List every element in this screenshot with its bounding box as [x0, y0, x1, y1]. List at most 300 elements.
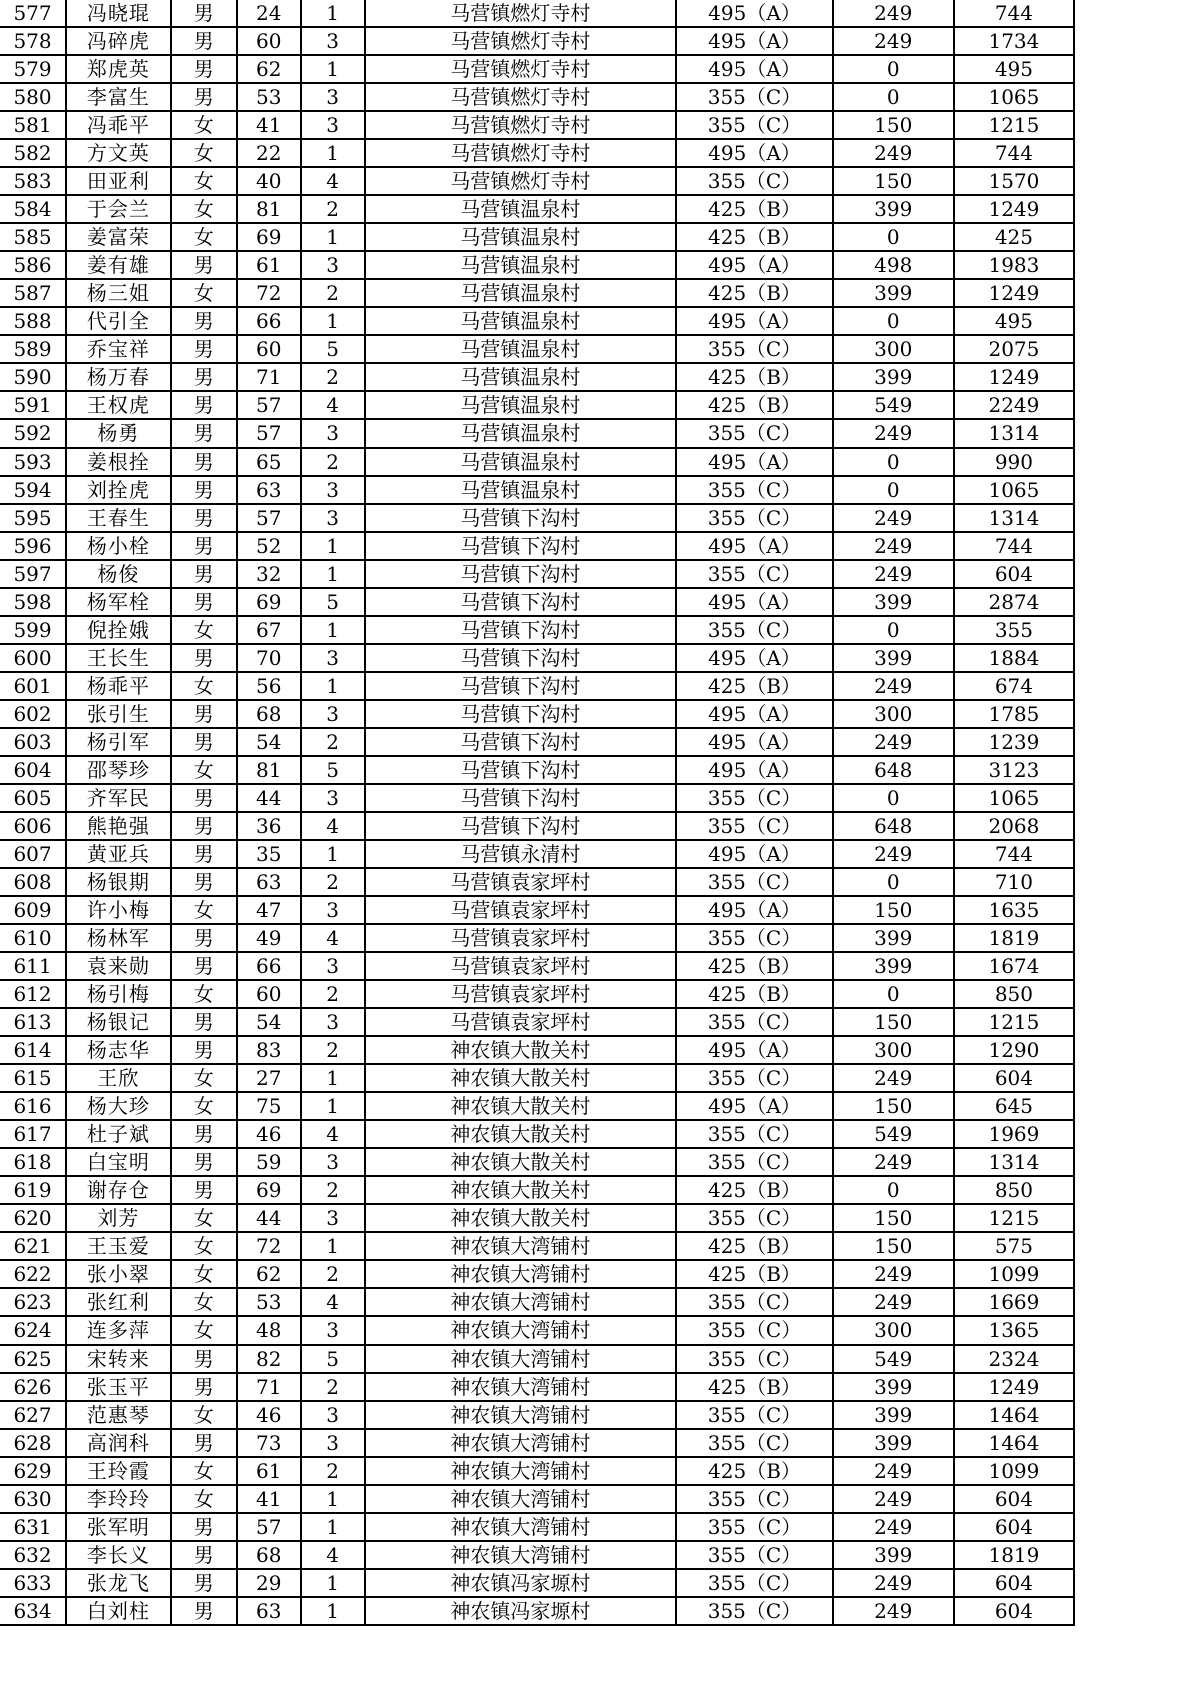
- age-cell: 56: [237, 672, 301, 700]
- subsidy-cell: 399: [833, 1541, 954, 1569]
- village-cell: 马营镇燃灯寺村: [365, 27, 677, 55]
- gender-cell: 男: [171, 868, 237, 896]
- total-cell: 1464: [954, 1429, 1074, 1457]
- household-size-cell: 3: [301, 251, 365, 279]
- table-row: [0, 83, 1074, 111]
- household-size-cell: 4: [301, 812, 365, 840]
- row-number-cell: 627: [0, 1401, 66, 1429]
- total-cell: 1983: [954, 251, 1074, 279]
- subsidy-cell: 150: [833, 111, 954, 139]
- village-cell: 马营镇温泉村: [365, 476, 677, 504]
- gender-cell: 男: [171, 1120, 237, 1148]
- standard-cell: 355（C）: [676, 1064, 832, 1092]
- village-cell: 马营镇袁家坪村: [365, 868, 677, 896]
- name-cell: 王玲霞: [66, 1457, 171, 1485]
- subsidy-cell: 399: [833, 924, 954, 952]
- household-size-cell: 3: [301, 952, 365, 980]
- age-cell: 46: [237, 1120, 301, 1148]
- name-cell: 田亚利: [66, 167, 171, 195]
- age-cell: 60: [237, 980, 301, 1008]
- row-number-cell: 583: [0, 167, 66, 195]
- village-cell: 马营镇下沟村: [365, 560, 677, 588]
- total-cell: 2075: [954, 335, 1074, 363]
- standard-cell: 355（C）: [676, 1485, 832, 1513]
- standard-cell: 355（C）: [676, 111, 832, 139]
- name-cell: 连多萍: [66, 1316, 171, 1344]
- table-row: [0, 700, 1074, 728]
- age-cell: 54: [237, 728, 301, 756]
- subsidy-cell: 150: [833, 896, 954, 924]
- age-cell: 59: [237, 1148, 301, 1176]
- household-size-cell: 4: [301, 1288, 365, 1316]
- gender-cell: 女: [171, 616, 237, 644]
- age-cell: 82: [237, 1345, 301, 1373]
- village-cell: 神农镇冯家塬村: [365, 1569, 677, 1597]
- village-cell: 马营镇温泉村: [365, 307, 677, 335]
- standard-cell: 355（C）: [676, 1148, 832, 1176]
- standard-cell: 425（B）: [676, 952, 832, 980]
- row-number-cell: 589: [0, 335, 66, 363]
- name-cell: 冯晓琨: [66, 0, 171, 27]
- total-cell: 1249: [954, 1373, 1074, 1401]
- total-cell: 1884: [954, 644, 1074, 672]
- household-size-cell: 3: [301, 83, 365, 111]
- standard-cell: 495（A）: [676, 840, 832, 868]
- table-row: [0, 363, 1074, 391]
- table-row: [0, 616, 1074, 644]
- name-cell: 杨万春: [66, 363, 171, 391]
- total-cell: 1065: [954, 784, 1074, 812]
- total-cell: 1674: [954, 952, 1074, 980]
- total-cell: 850: [954, 980, 1074, 1008]
- row-number-cell: 597: [0, 560, 66, 588]
- row-number-cell: 612: [0, 980, 66, 1008]
- household-size-cell: 1: [301, 0, 365, 27]
- standard-cell: 355（C）: [676, 1401, 832, 1429]
- household-size-cell: 2: [301, 1457, 365, 1485]
- household-size-cell: 1: [301, 672, 365, 700]
- village-cell: 神农镇大湾铺村: [365, 1316, 677, 1344]
- standard-cell: 355（C）: [676, 504, 832, 532]
- household-size-cell: 3: [301, 644, 365, 672]
- household-size-cell: 3: [301, 1148, 365, 1176]
- gender-cell: 男: [171, 1429, 237, 1457]
- village-cell: 神农镇大散关村: [365, 1064, 677, 1092]
- gender-cell: 女: [171, 756, 237, 784]
- total-cell: 1969: [954, 1120, 1074, 1148]
- row-number-cell: 605: [0, 784, 66, 812]
- standard-cell: 355（C）: [676, 1345, 832, 1373]
- standard-cell: 355（C）: [676, 812, 832, 840]
- table-row: [0, 195, 1074, 223]
- household-size-cell: 5: [301, 756, 365, 784]
- name-cell: 李富生: [66, 83, 171, 111]
- gender-cell: 男: [171, 448, 237, 476]
- standard-cell: 495（A）: [676, 27, 832, 55]
- name-cell: 张龙飞: [66, 1569, 171, 1597]
- age-cell: 71: [237, 363, 301, 391]
- standard-cell: 355（C）: [676, 1008, 832, 1036]
- subsidy-cell: 0: [833, 307, 954, 335]
- table-row: [0, 756, 1074, 784]
- row-number-cell: 582: [0, 139, 66, 167]
- village-cell: 马营镇下沟村: [365, 728, 677, 756]
- name-cell: 冯碎虎: [66, 27, 171, 55]
- village-cell: 马营镇燃灯寺村: [365, 139, 677, 167]
- age-cell: 35: [237, 840, 301, 868]
- age-cell: 41: [237, 1485, 301, 1513]
- total-cell: 575: [954, 1232, 1074, 1260]
- village-cell: 马营镇下沟村: [365, 616, 677, 644]
- standard-cell: 495（A）: [676, 756, 832, 784]
- village-cell: 神农镇大散关村: [365, 1204, 677, 1232]
- age-cell: 57: [237, 391, 301, 419]
- name-cell: 乔宝祥: [66, 335, 171, 363]
- total-cell: 1365: [954, 1316, 1074, 1344]
- age-cell: 75: [237, 1092, 301, 1120]
- table-row: [0, 504, 1074, 532]
- village-cell: 神农镇大湾铺村: [365, 1373, 677, 1401]
- gender-cell: 女: [171, 1485, 237, 1513]
- row-number-cell: 625: [0, 1345, 66, 1373]
- total-cell: 1819: [954, 924, 1074, 952]
- subsidy-cell: 0: [833, 83, 954, 111]
- standard-cell: 425（B）: [676, 1232, 832, 1260]
- total-cell: 990: [954, 448, 1074, 476]
- total-cell: 2068: [954, 812, 1074, 840]
- age-cell: 60: [237, 335, 301, 363]
- row-number-cell: 585: [0, 223, 66, 251]
- household-size-cell: 3: [301, 700, 365, 728]
- standard-cell: 355（C）: [676, 335, 832, 363]
- gender-cell: 女: [171, 223, 237, 251]
- table-row: [0, 1429, 1074, 1457]
- gender-cell: 女: [171, 980, 237, 1008]
- village-cell: 马营镇燃灯寺村: [365, 111, 677, 139]
- row-number-cell: 633: [0, 1569, 66, 1597]
- gender-cell: 男: [171, 0, 237, 27]
- standard-cell: 425（B）: [676, 1260, 832, 1288]
- household-size-cell: 3: [301, 111, 365, 139]
- subsidy-cell: 399: [833, 644, 954, 672]
- age-cell: 69: [237, 588, 301, 616]
- total-cell: 495: [954, 307, 1074, 335]
- gender-cell: 女: [171, 896, 237, 924]
- subsidy-cell: 0: [833, 1176, 954, 1204]
- table-row: [0, 952, 1074, 980]
- gender-cell: 男: [171, 1008, 237, 1036]
- table-row: [0, 27, 1074, 55]
- total-cell: 645: [954, 1092, 1074, 1120]
- row-number-cell: 623: [0, 1288, 66, 1316]
- age-cell: 32: [237, 560, 301, 588]
- village-cell: 神农镇大散关村: [365, 1120, 677, 1148]
- subsidy-cell: 0: [833, 616, 954, 644]
- standard-cell: 355（C）: [676, 1541, 832, 1569]
- row-number-cell: 602: [0, 700, 66, 728]
- total-cell: 1314: [954, 419, 1074, 447]
- subsidy-cell: 399: [833, 279, 954, 307]
- total-cell: 1819: [954, 1541, 1074, 1569]
- household-size-cell: 1: [301, 1485, 365, 1513]
- standard-cell: 495（A）: [676, 700, 832, 728]
- age-cell: 52: [237, 532, 301, 560]
- total-cell: 744: [954, 840, 1074, 868]
- subsidy-cell: 249: [833, 419, 954, 447]
- name-cell: 高润科: [66, 1429, 171, 1457]
- subsidy-cell: 150: [833, 1008, 954, 1036]
- household-size-cell: 4: [301, 924, 365, 952]
- gender-cell: 女: [171, 111, 237, 139]
- table-row: [0, 784, 1074, 812]
- gender-cell: 男: [171, 840, 237, 868]
- table-row: [0, 1036, 1074, 1064]
- household-size-cell: 2: [301, 1373, 365, 1401]
- village-cell: 马营镇温泉村: [365, 279, 677, 307]
- gender-cell: 男: [171, 1148, 237, 1176]
- gender-cell: 女: [171, 1260, 237, 1288]
- standard-cell: 495（A）: [676, 896, 832, 924]
- gender-cell: 男: [171, 419, 237, 447]
- subsidy-cell: 249: [833, 1260, 954, 1288]
- standard-cell: 495（A）: [676, 448, 832, 476]
- subsidy-cell: 399: [833, 1429, 954, 1457]
- row-number-cell: 598: [0, 588, 66, 616]
- name-cell: 代引全: [66, 307, 171, 335]
- village-cell: 马营镇燃灯寺村: [365, 167, 677, 195]
- table-row: [0, 1457, 1074, 1485]
- household-size-cell: 2: [301, 728, 365, 756]
- total-cell: 604: [954, 1064, 1074, 1092]
- age-cell: 54: [237, 1008, 301, 1036]
- village-cell: 马营镇温泉村: [365, 448, 677, 476]
- household-size-cell: 1: [301, 223, 365, 251]
- total-cell: 1249: [954, 195, 1074, 223]
- household-size-cell: 3: [301, 896, 365, 924]
- standard-cell: 425（B）: [676, 980, 832, 1008]
- row-number-cell: 622: [0, 1260, 66, 1288]
- table-row: [0, 1204, 1074, 1232]
- name-cell: 方文英: [66, 139, 171, 167]
- standard-cell: 355（C）: [676, 1513, 832, 1541]
- table-row: [0, 251, 1074, 279]
- row-number-cell: 592: [0, 419, 66, 447]
- gender-cell: 男: [171, 700, 237, 728]
- total-cell: 604: [954, 1569, 1074, 1597]
- subsidy-cell: 249: [833, 532, 954, 560]
- age-cell: 71: [237, 1373, 301, 1401]
- gender-cell: 女: [171, 1232, 237, 1260]
- table-row: [0, 532, 1074, 560]
- standard-cell: 425（B）: [676, 223, 832, 251]
- standard-cell: 495（A）: [676, 532, 832, 560]
- row-number-cell: 578: [0, 27, 66, 55]
- age-cell: 81: [237, 756, 301, 784]
- household-size-cell: 2: [301, 868, 365, 896]
- table-row: [0, 728, 1074, 756]
- village-cell: 神农镇大湾铺村: [365, 1260, 677, 1288]
- village-cell: 神农镇大湾铺村: [365, 1513, 677, 1541]
- row-number-cell: 593: [0, 448, 66, 476]
- age-cell: 63: [237, 476, 301, 504]
- standard-cell: 355（C）: [676, 1569, 832, 1597]
- household-size-cell: 3: [301, 27, 365, 55]
- standard-cell: 425（B）: [676, 1176, 832, 1204]
- total-cell: 744: [954, 0, 1074, 27]
- village-cell: 马营镇下沟村: [365, 812, 677, 840]
- table-row: [0, 0, 1074, 27]
- row-number-cell: 614: [0, 1036, 66, 1064]
- name-cell: 熊艳强: [66, 812, 171, 840]
- name-cell: 白宝明: [66, 1148, 171, 1176]
- standard-cell: 425（B）: [676, 1373, 832, 1401]
- village-cell: 神农镇大湾铺村: [365, 1232, 677, 1260]
- subsidy-cell: 249: [833, 0, 954, 27]
- gender-cell: 男: [171, 1373, 237, 1401]
- age-cell: 62: [237, 55, 301, 83]
- household-size-cell: 2: [301, 279, 365, 307]
- total-cell: 1669: [954, 1288, 1074, 1316]
- standard-cell: 495（A）: [676, 0, 832, 27]
- name-cell: 王欣: [66, 1064, 171, 1092]
- standard-cell: 425（B）: [676, 279, 832, 307]
- household-size-cell: 3: [301, 1429, 365, 1457]
- total-cell: 1314: [954, 1148, 1074, 1176]
- name-cell: 张红利: [66, 1288, 171, 1316]
- table-row: [0, 896, 1074, 924]
- age-cell: 68: [237, 700, 301, 728]
- household-size-cell: 1: [301, 560, 365, 588]
- name-cell: 王权虎: [66, 391, 171, 419]
- gender-cell: 女: [171, 139, 237, 167]
- household-size-cell: 1: [301, 55, 365, 83]
- subsidy-cell: 399: [833, 952, 954, 980]
- name-cell: 倪拴娥: [66, 616, 171, 644]
- table-row: [0, 1064, 1074, 1092]
- row-number-cell: 629: [0, 1457, 66, 1485]
- subsidy-cell: 0: [833, 868, 954, 896]
- standard-cell: 495（A）: [676, 644, 832, 672]
- age-cell: 69: [237, 223, 301, 251]
- gender-cell: 女: [171, 1204, 237, 1232]
- name-cell: 杜子斌: [66, 1120, 171, 1148]
- standard-cell: 425（B）: [676, 195, 832, 223]
- row-number-cell: 606: [0, 812, 66, 840]
- household-size-cell: 2: [301, 980, 365, 1008]
- row-number-cell: 591: [0, 391, 66, 419]
- age-cell: 57: [237, 419, 301, 447]
- subsidy-cell: 399: [833, 195, 954, 223]
- table-row: [0, 335, 1074, 363]
- row-number-cell: 619: [0, 1176, 66, 1204]
- table-row: [0, 1260, 1074, 1288]
- standard-cell: 425（B）: [676, 1457, 832, 1485]
- standard-cell: 355（C）: [676, 1316, 832, 1344]
- total-cell: 604: [954, 1485, 1074, 1513]
- total-cell: 1464: [954, 1401, 1074, 1429]
- age-cell: 65: [237, 448, 301, 476]
- standard-cell: 355（C）: [676, 1288, 832, 1316]
- name-cell: 杨乖平: [66, 672, 171, 700]
- standard-cell: 425（B）: [676, 391, 832, 419]
- table-row: [0, 1513, 1074, 1541]
- household-size-cell: 1: [301, 307, 365, 335]
- age-cell: 61: [237, 251, 301, 279]
- age-cell: 57: [237, 1513, 301, 1541]
- age-cell: 22: [237, 139, 301, 167]
- row-number-cell: 617: [0, 1120, 66, 1148]
- village-cell: 马营镇下沟村: [365, 672, 677, 700]
- row-number-cell: 579: [0, 55, 66, 83]
- village-cell: 马营镇下沟村: [365, 700, 677, 728]
- subsidy-cell: 249: [833, 1597, 954, 1625]
- village-cell: 神农镇大湾铺村: [365, 1485, 677, 1513]
- age-cell: 61: [237, 1457, 301, 1485]
- table-row: [0, 644, 1074, 672]
- subsidy-cell: 399: [833, 1401, 954, 1429]
- gender-cell: 男: [171, 952, 237, 980]
- gender-cell: 男: [171, 532, 237, 560]
- household-size-cell: 1: [301, 1513, 365, 1541]
- gender-cell: 女: [171, 195, 237, 223]
- total-cell: 1785: [954, 700, 1074, 728]
- household-size-cell: 3: [301, 476, 365, 504]
- village-cell: 马营镇下沟村: [365, 588, 677, 616]
- gender-cell: 男: [171, 307, 237, 335]
- row-number-cell: 580: [0, 83, 66, 111]
- village-cell: 马营镇燃灯寺村: [365, 0, 677, 27]
- row-number-cell: 594: [0, 476, 66, 504]
- row-number-cell: 577: [0, 0, 66, 27]
- total-cell: 1249: [954, 279, 1074, 307]
- age-cell: 69: [237, 1176, 301, 1204]
- gender-cell: 男: [171, 728, 237, 756]
- subsidy-cell: 249: [833, 504, 954, 532]
- standard-cell: 355（C）: [676, 1120, 832, 1148]
- subsidy-cell: 249: [833, 1513, 954, 1541]
- row-number-cell: 618: [0, 1148, 66, 1176]
- age-cell: 41: [237, 111, 301, 139]
- table-row: [0, 1485, 1074, 1513]
- gender-cell: 男: [171, 55, 237, 83]
- table-row: [0, 1316, 1074, 1344]
- name-cell: 谢存仓: [66, 1176, 171, 1204]
- subsidy-cell: 249: [833, 27, 954, 55]
- household-size-cell: 5: [301, 1345, 365, 1373]
- age-cell: 40: [237, 167, 301, 195]
- name-cell: 杨林军: [66, 924, 171, 952]
- name-cell: 黄亚兵: [66, 840, 171, 868]
- age-cell: 63: [237, 1597, 301, 1625]
- row-number-cell: 608: [0, 868, 66, 896]
- total-cell: 495: [954, 55, 1074, 83]
- age-cell: 63: [237, 868, 301, 896]
- subsidy-cell: 249: [833, 840, 954, 868]
- subsidy-cell: 0: [833, 223, 954, 251]
- table-row: [0, 812, 1074, 840]
- subsidy-cell: 300: [833, 1316, 954, 1344]
- table-row: [0, 1401, 1074, 1429]
- table-row: [0, 55, 1074, 83]
- total-cell: 355: [954, 616, 1074, 644]
- age-cell: 66: [237, 952, 301, 980]
- subsidy-cell: 0: [833, 448, 954, 476]
- household-size-cell: 5: [301, 588, 365, 616]
- total-cell: 1065: [954, 476, 1074, 504]
- standard-cell: 355（C）: [676, 1204, 832, 1232]
- age-cell: 53: [237, 83, 301, 111]
- row-number-cell: 588: [0, 307, 66, 335]
